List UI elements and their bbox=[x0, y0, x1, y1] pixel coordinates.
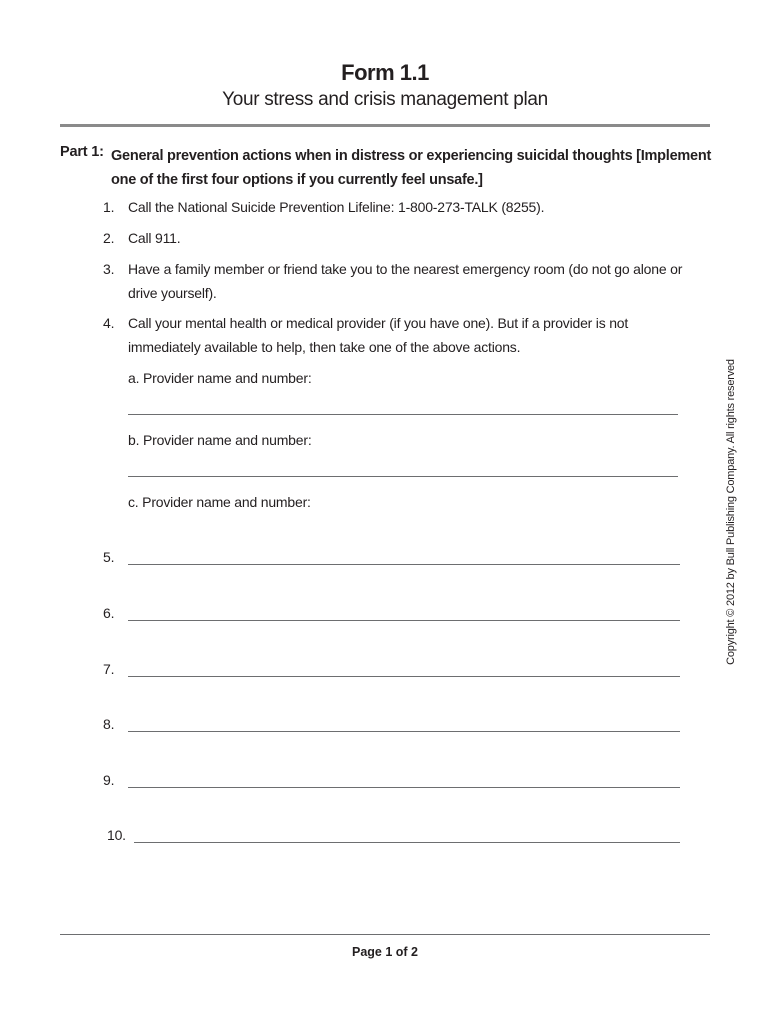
item-number: 1. bbox=[103, 199, 115, 215]
footer-divider bbox=[60, 934, 710, 935]
part-heading: General prevention actions when in distress or experiencing suicidal thoughts [Implement one of the first four options if you currently feel unsafe.] bbox=[111, 148, 712, 188]
blank-item-field[interactable] bbox=[128, 787, 680, 788]
blank-item-field[interactable] bbox=[134, 842, 680, 843]
item-text: Call 911. bbox=[128, 230, 181, 246]
part-label: Part 1: bbox=[60, 144, 104, 160]
item-number: 3. bbox=[103, 261, 115, 277]
blank-item-number: 6. bbox=[103, 605, 115, 621]
item-text: Call the National Suicide Prevention Lifeline: 1-800-273-TALK (8255). bbox=[128, 199, 545, 215]
item-text: Have a family member or friend take you to the nearest emergency room (do not go alone or drive yourself). bbox=[128, 261, 683, 301]
blank-item-number: 9. bbox=[103, 772, 115, 788]
page-number: Page 1 of 2 bbox=[352, 945, 418, 959]
provider-b-field[interactable] bbox=[128, 476, 678, 477]
provider-a-label: a. Provider name and number: bbox=[128, 370, 312, 386]
blank-item-number: 10. bbox=[107, 827, 126, 843]
form-subtitle: Your stress and crisis management plan bbox=[222, 89, 548, 110]
provider-b-label: b. Provider name and number: bbox=[128, 432, 312, 448]
blank-item-field[interactable] bbox=[128, 564, 680, 565]
form-title: Form 1.1 bbox=[341, 60, 429, 85]
item-number: 2. bbox=[103, 230, 115, 246]
header-divider bbox=[60, 124, 710, 127]
blank-item-number: 7. bbox=[103, 661, 115, 677]
blank-item-field[interactable] bbox=[128, 731, 680, 732]
blank-item-field[interactable] bbox=[128, 620, 680, 621]
blank-item-field[interactable] bbox=[128, 676, 680, 677]
copyright-notice: Copyright © 2012 by Bull Publishing Company. All rights reserved bbox=[725, 359, 737, 665]
item-text: Call your mental health or medical provider (if you have one). But if a provider is not immediately available to help, then take one of the above actions. bbox=[128, 315, 629, 355]
blank-item-number: 5. bbox=[103, 549, 115, 565]
provider-a-field[interactable] bbox=[128, 414, 678, 415]
provider-c-label: c. Provider name and number: bbox=[128, 494, 311, 510]
blank-item-number: 8. bbox=[103, 716, 115, 732]
item-number: 4. bbox=[103, 315, 115, 331]
